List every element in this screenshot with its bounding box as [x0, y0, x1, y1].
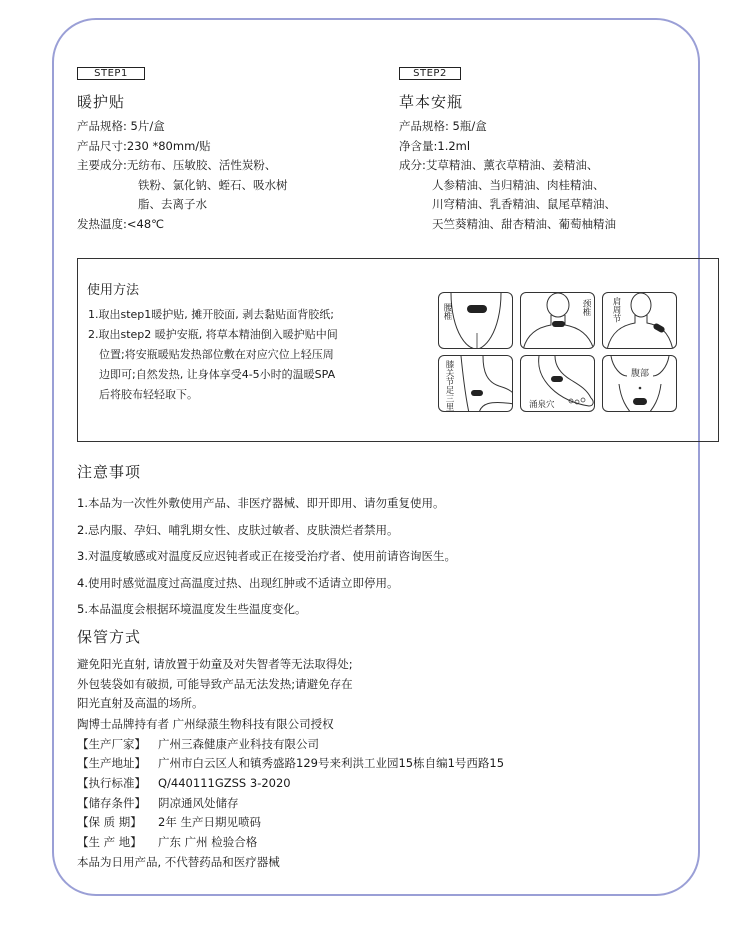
- storage-text: [77, 655, 353, 714]
- storage-line: 避免阳光直射, 请放置于幼童及对失智者等无法取得处;: [77, 657, 353, 671]
- usage-line: 边即可;自然发热, 让身体享受4-5小时的温暖SPA: [99, 368, 336, 381]
- figure-knee: [438, 355, 513, 412]
- notice-item: 2.忌内服、孕妇、哺乳期女性、皮肤过敏者、皮肤溃烂者禁用。: [77, 522, 399, 537]
- info-label: 【保 质 期】: [77, 815, 142, 830]
- spec-line: 脂、去离子水: [138, 197, 207, 211]
- usage-line: 位置;将安瓶暖贴发热部位敷在对应穴位上轻压周: [99, 348, 334, 361]
- figure-label: 颈椎: [581, 299, 591, 316]
- spec-line: 产品尺寸:230 *80mm/贴: [77, 138, 211, 153]
- info-label: 【生 产 地】: [77, 835, 142, 850]
- figure-label: 膝关节足三里: [444, 360, 454, 411]
- info-label: 【生产地址】: [77, 756, 146, 771]
- notice-item: 3.对温度敏感或对温度反应迟钝者或正在接受治疗者、使用前请咨询医生。: [77, 549, 456, 563]
- info-row: [77, 794, 504, 814]
- info-value: 广州市白云区人和镇秀盛路129号来利洪工业园15栋自编1号西路15: [158, 756, 505, 771]
- spec-line: 天竺葵精油、甜杏精油、葡萄柚精油: [432, 216, 616, 231]
- info-row: [77, 813, 504, 833]
- figure-label: 腹部: [631, 369, 650, 379]
- info-row: [77, 754, 504, 774]
- figure-lumbar: [438, 292, 513, 349]
- step2-tag: STEP2: [399, 67, 461, 80]
- spec-line: 主要成分:无纺布、压敏胶、活性炭粉、: [77, 158, 277, 172]
- spec-line: 产品规格: 5瓶/盒: [399, 119, 487, 133]
- spec-line: 产品规格: 5片/盒: [77, 119, 165, 133]
- notices-list: [77, 490, 456, 623]
- notice-item: 4.使用时感觉温度过高温度过热、出现红肿或不适请立即停用。: [77, 575, 399, 590]
- usage-steps: [88, 305, 338, 405]
- spec-line: 铁粉、氯化钠、蛭石、吸水树: [138, 177, 288, 192]
- figure-label: 涌泉穴: [529, 400, 555, 410]
- step1-tag: STEP1: [77, 67, 145, 80]
- info-value: 广东 广州 检验合格: [158, 835, 258, 850]
- product2-specs: [399, 117, 616, 234]
- info-label: 【生产厂家】: [77, 736, 146, 751]
- figure-label: 腰椎: [442, 303, 452, 320]
- brand-line: 陶博士品牌持有者 广州绿蒎生物科技有限公司授权: [77, 717, 334, 731]
- spec-line: 发热温度:<48℃: [77, 216, 165, 231]
- spec-line: 人参精油、当归精油、肉桂精油、: [432, 177, 605, 192]
- notice-item: 5.本品温度会根据环境温度发生些温度变化。: [77, 602, 307, 616]
- usage-line: 后将胶布轻轻取下。: [99, 388, 198, 401]
- usage-box: [77, 258, 719, 442]
- usage-line: 1.取出step1暖护贴, 摊开胶面, 剥去黏贴面背胶纸;: [88, 308, 334, 321]
- storage-line: 阳光直射及高温的场所。: [77, 696, 204, 710]
- info-row: [77, 735, 504, 755]
- figure-foot: [520, 355, 595, 412]
- info-value: 广州三森健康产业科技有限公司: [158, 736, 319, 751]
- figure-abdomen: [602, 355, 677, 412]
- notices-title: 注意事项: [77, 463, 142, 481]
- notice-item: 1.本品为一次性外敷使用产品、非医疗器械、即开即用、请勿重复使用。: [77, 496, 445, 510]
- abdomen-illustration-icon: [603, 356, 677, 412]
- lumbar-illustration-icon: [439, 293, 513, 349]
- info-row: [77, 833, 504, 853]
- spec-line: 净含量:1.2ml: [399, 138, 471, 153]
- info-value: 2年 生产日期见喷码: [158, 815, 261, 830]
- product1-specs: [77, 117, 288, 234]
- spec-line: 成分:艾草精油、薰衣草精油、姜精油、: [399, 158, 599, 172]
- footer-note: 本品为日用产品, 不代替药品和医疗器械: [77, 854, 280, 869]
- usage-line: 2.取出step2 暖护安瓶, 将草本精油倒入暖护贴中间: [88, 328, 338, 341]
- info-label: 【储存条件】: [77, 795, 146, 810]
- storage-title: 保管方式: [77, 628, 142, 646]
- info-value: Q/440111GZSS 3-2020: [158, 776, 291, 791]
- product2-title: 草本安瓶: [399, 93, 464, 111]
- info-row: [77, 774, 504, 794]
- spec-line: 川穹精油、乳香精油、鼠尾草精油、: [432, 197, 616, 211]
- usage-title: 使用方法: [87, 283, 140, 298]
- figure-shoulder: [602, 292, 677, 349]
- storage-line: 外包装袋如有破损, 可能导致产品无法发热;请避免存在: [77, 676, 353, 691]
- figure-label: 肩周节: [611, 297, 621, 323]
- product1-title: 暖护贴: [77, 93, 126, 111]
- info-value: 阴凉通风处储存: [158, 795, 239, 810]
- product-info: [77, 715, 504, 873]
- figure-neck: [520, 292, 595, 349]
- info-label: 【执行标准】: [77, 776, 146, 791]
